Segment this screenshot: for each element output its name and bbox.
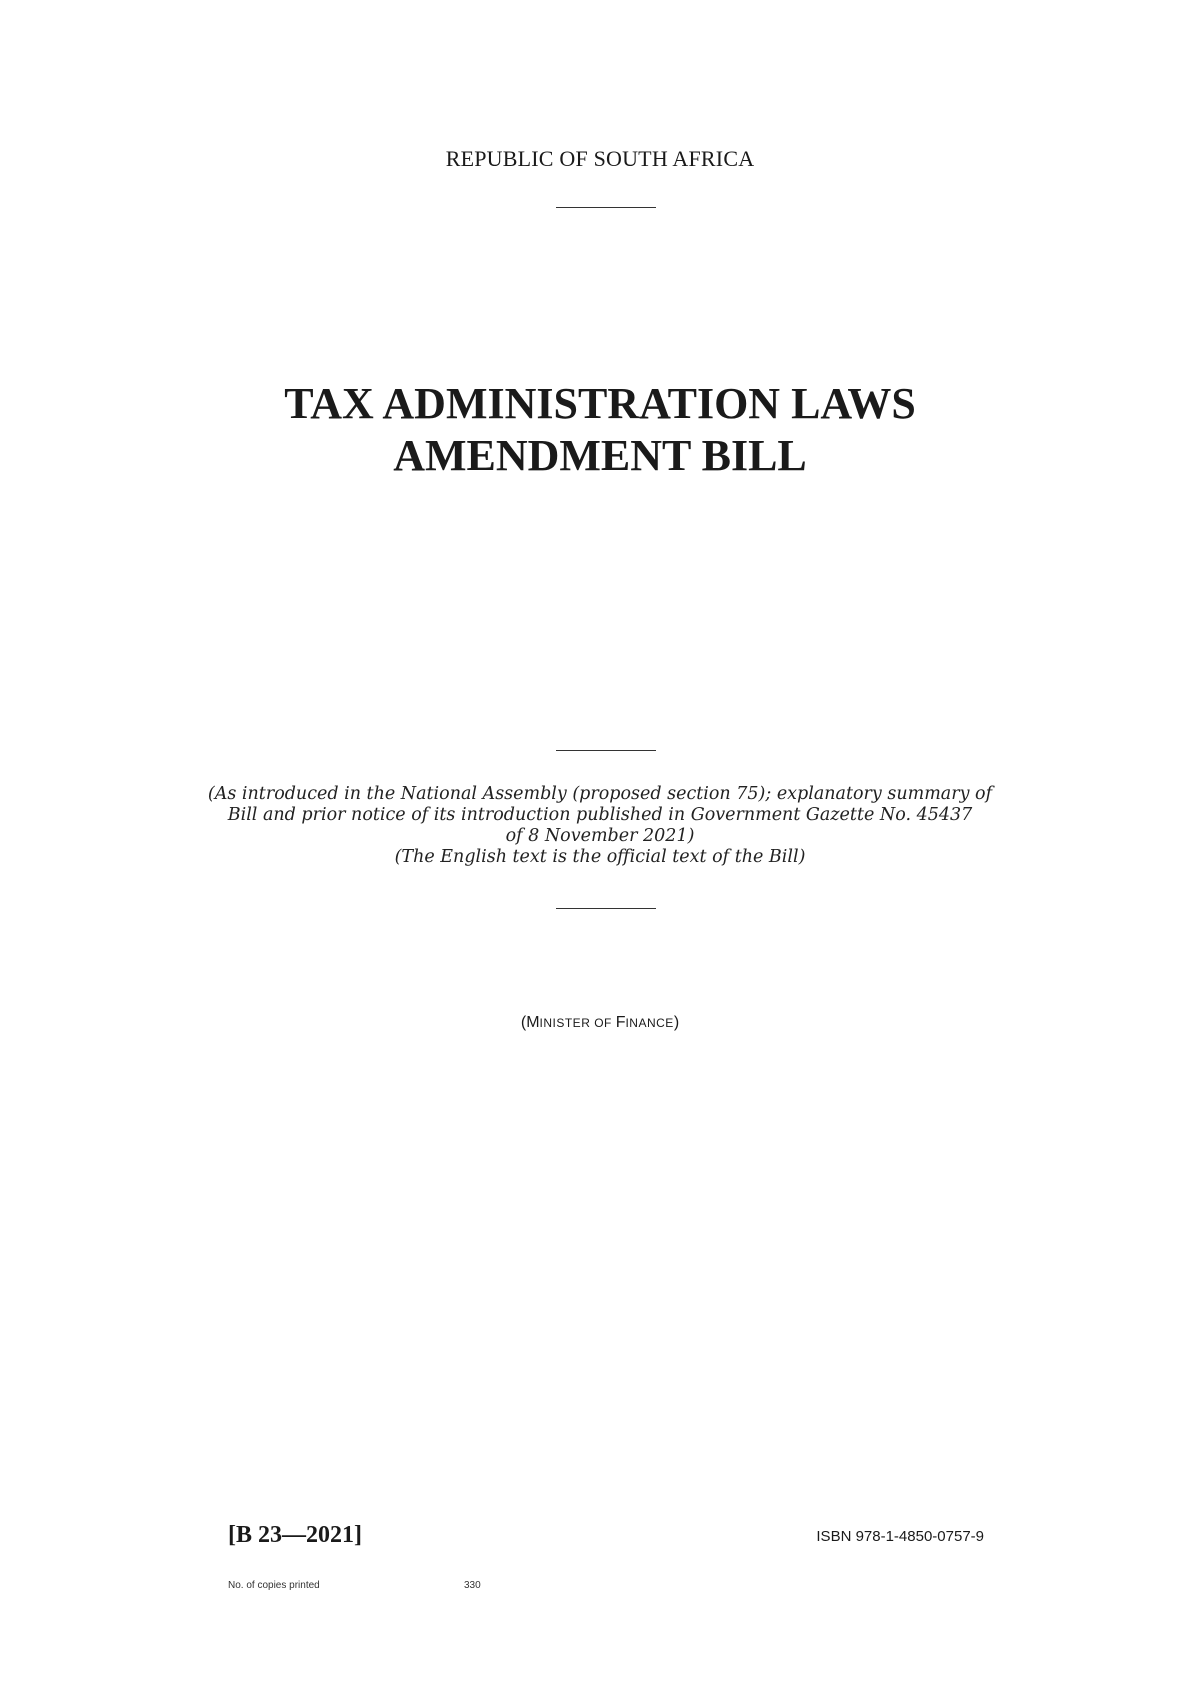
introduction-line-1: (As introduced in the National Assembly (proposed section 75); explanatory summary of [207, 784, 993, 804]
divider-lower-intro [556, 908, 656, 909]
country-heading: REPUBLIC OF SOUTH AFRICA [445, 146, 755, 171]
introduction-line-3: of 8 November 2021) [505, 826, 695, 846]
isbn: ISBN 978-1-4850-0757-9 [816, 1528, 984, 1545]
introduction-note [0, 784, 1200, 868]
sponsor-open-paren: ( [520, 1014, 527, 1031]
divider-top [556, 207, 656, 208]
sponsor-cap-m: M [526, 1014, 540, 1031]
divider-upper-intro [556, 750, 656, 751]
bill-number: [B 23—2021] [228, 1522, 362, 1548]
sponsor-close-paren: ) [673, 1014, 680, 1031]
copies-printed-label: No. of copies printed [228, 1580, 320, 1591]
sponsor-cap-f: F [615, 1014, 626, 1031]
sponsor-finance-rest: INANCE [625, 1016, 674, 1030]
copies-printed-value: 330 [464, 1580, 481, 1591]
sponsor-minister-rest: INISTER OF [539, 1016, 616, 1030]
bill-title [0, 378, 1200, 482]
introduction-line-2: Bill and prior notice of its introduction published in Government Gazette No. 45437 [227, 805, 973, 825]
sponsor-minister [0, 1014, 1200, 1032]
introduction-line-4: (The English text is the official text of the Bill) [394, 847, 806, 867]
bill-title-line-1: TAX ADMINISTRATION LAWS [284, 379, 916, 428]
bill-title-line-2: AMENDMENT BILL [393, 431, 807, 480]
